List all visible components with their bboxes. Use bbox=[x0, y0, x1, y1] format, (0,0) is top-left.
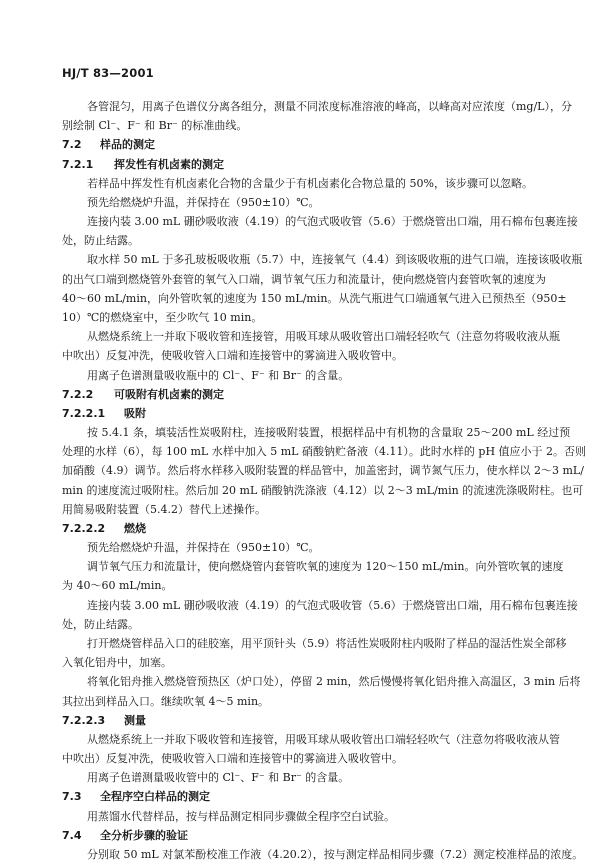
text-line: 连接内装 3.00 mL 硼砂吸收液（4.19）的气泡式吸收管（5.6）于燃烧管出口端，用石棉布包裹连接 bbox=[87, 215, 578, 229]
text-line: min 的速度流过吸附柱。然后加 20 mL 硝酸钠洗涤液（4.12）以 2～3 mL/min 的流速洗涤吸附柱。也可 bbox=[62, 483, 584, 497]
text-line: 将氧化铝舟推入燃烧管预热区（炉口处），停留 2 min，然后慢慢将氧化铝舟推入高温区，3 min 后将 bbox=[87, 675, 581, 689]
text-line: 调节氧气压力和流量计，使向燃烧管内套管吹氧的速度为 120～150 mL/min。向外管吹氧的速度 bbox=[87, 560, 564, 574]
text-line: 连接内装 3.00 mL 硼砂吸收液（4.19）的气泡式吸收管（5.6）于燃烧管出口端，用石棉布包裹连接 bbox=[87, 598, 578, 612]
section-number: 7.2.2.3 bbox=[62, 713, 106, 727]
text-line: 处，防止结露。 bbox=[62, 234, 139, 248]
section-heading-7-2-2-2 bbox=[62, 522, 146, 536]
text-line: 若样品中挥发性有机卤素化合物的含量少于有机卤素化合物总量的 50%，该步骤可以忽略。 bbox=[87, 176, 533, 190]
section-heading-7-2-2 bbox=[62, 388, 224, 402]
text-line: 其拉出到样品入口。继续吹氧 4～5 min。 bbox=[62, 694, 270, 708]
section-heading-7-4 bbox=[62, 829, 188, 843]
text-line: 从燃烧系统上一并取下吸收管和连接管，用吸耳球从吸收管出口端轻轻吹气（注意勿将吸收液从管 bbox=[87, 732, 560, 746]
text-line: 打开燃烧管样品入口的硅胶塞，用平顶针头（5.9）将活性炭吸附柱内吸附了样品的湿活性炭全部移 bbox=[87, 637, 567, 651]
section-title: 样品的测定 bbox=[100, 138, 155, 152]
section-number: 7.2.2.1 bbox=[62, 406, 106, 420]
section-number: 7.4 bbox=[62, 828, 82, 842]
text-line: 用离子色谱测量吸收管中的 Cl⁻、F⁻ 和 Br⁻ 的含量。 bbox=[87, 771, 350, 785]
section-number: 7.2.2 bbox=[62, 387, 94, 401]
text-line: 取水样 50 mL 于多孔玻板吸收瓶（5.7）中，连接氧气（4.4）到该吸收瓶的进气口端，连接该吸收瓶 bbox=[87, 253, 583, 267]
text-line: 用蒸馏水代替样品，按与样品测定相同步骤做全程序空白试验。 bbox=[87, 809, 395, 823]
text-line: 按 5.4.1 条，填装活性炭吸附柱，连接吸附装置，根据样品中有机物的含量取 25～200 mL 经过预 bbox=[87, 426, 571, 440]
section-title: 测量 bbox=[124, 713, 146, 727]
text-line: 加硝酸（4.9）调节。然后将水样移入吸附装置的样品管中，加盖密封，调节氮气压力，使水样以 2～3 mL/ bbox=[62, 464, 584, 478]
section-title: 吸附 bbox=[124, 406, 146, 420]
text-line: 用离子色谱测量吸收瓶中的 Cl⁻、F⁻ 和 Br⁻ 的含量。 bbox=[87, 368, 350, 382]
section-heading-7-2-1 bbox=[62, 158, 224, 172]
text-line: 为 40～60 mL/min。 bbox=[62, 579, 173, 593]
text-line: 处，防止结露。 bbox=[62, 617, 139, 631]
text-line: 入氧化铝舟中，加塞。 bbox=[62, 656, 172, 670]
section-number: 7.3 bbox=[62, 790, 82, 804]
text-line: 别绘制 Cl⁻、F⁻ 和 Br⁻ 的标准曲线。 bbox=[62, 119, 248, 133]
text-line: 用简易吸附装置（5.4.2）替代上述操作。 bbox=[62, 502, 266, 516]
section-heading-7-3 bbox=[62, 790, 210, 804]
text-line: 各管混匀，用离子色谱仪分离各组分，测量不同浓度标准溶液的峰高，以峰高对应浓度（mg/L），分 bbox=[87, 100, 572, 113]
section-number: 7.2.2.2 bbox=[62, 521, 106, 535]
section-number: 7.2 bbox=[62, 138, 82, 152]
text-line: 分别取 50 mL 对氯苯酚校准工作液（4.20.2），按与测定样品相同步骤（7.2）测定校准样品的浓度。 bbox=[87, 848, 584, 861]
text-line: 40～60 mL/min，向外管吹氧的速度为 150 mL/min。从洗气瓶进气口端通氧气进入已预热至（950± bbox=[62, 291, 567, 305]
section-title: 全分析步骤的验证 bbox=[100, 828, 188, 842]
section-number: 7.2.1 bbox=[62, 157, 94, 171]
section-title: 燃烧 bbox=[124, 521, 146, 535]
text-line: 中吹出）反复冲洗，使吸收管入口端和连接管中的雾滴进入吸收管中。 bbox=[62, 349, 403, 363]
text-line: 预先给燃烧炉升温，并保持在（950±10）℃。 bbox=[87, 541, 320, 555]
section-title: 全程序空白样品的测定 bbox=[100, 790, 210, 804]
text-line: 处理的水样（6），每 100 mL 水样中加入 5 mL 硝酸钠贮备液（4.11）。此时水样的 pH 值应小于 2。否则 bbox=[62, 445, 587, 459]
text-line: 10）℃的燃烧室中，至少吹气 10 min。 bbox=[62, 310, 263, 324]
section-heading-7-2-2-1 bbox=[62, 407, 146, 421]
section-title: 挥发性有机卤素的测定 bbox=[114, 157, 224, 171]
text-line: 的出气口端到燃烧管外套管的氧气入口端，调节氧气压力和流量计，使向燃烧管内套管吹氧的速度为 bbox=[62, 272, 546, 286]
standard-code-header: HJ/T 83—2001 bbox=[62, 66, 154, 80]
section-heading-7-2 bbox=[62, 138, 155, 152]
section-heading-7-2-2-3 bbox=[62, 714, 146, 728]
section-title: 可吸附有机卤素的测定 bbox=[114, 387, 224, 401]
text-line: 中吹出）反复冲洗，使吸收管入口端和连接管中的雾滴进入吸收管中。 bbox=[62, 752, 403, 766]
text-line: 预先给燃烧炉升温，并保持在（950±10）℃。 bbox=[87, 195, 320, 209]
text-line: 从燃烧系统上一并取下吸收管和连接管，用吸耳球从吸收管出口端轻轻吹气（注意勿将吸收液从瓶 bbox=[87, 330, 560, 344]
